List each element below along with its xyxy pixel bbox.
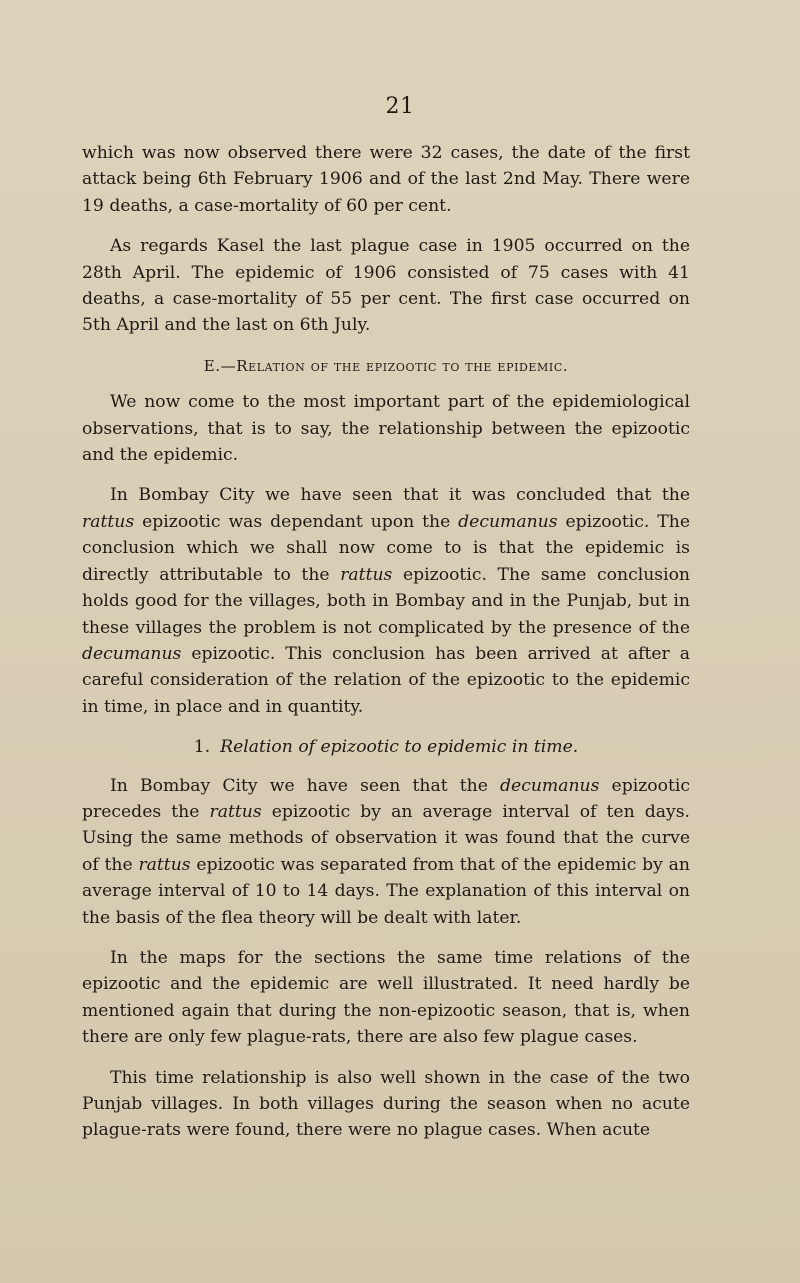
text-run: epizootic. The conclusion which we shall now come to is that the epidemic is directly attributable to the xyxy=(82,511,690,585)
page-content xyxy=(82,140,690,1158)
paragraph-relationship-intro: We now come to the most important part of the epidemiological observations, that is to say, the relationship between the epizootic and the epidemic. xyxy=(82,392,690,466)
subsection-title: Relation of epizootic to epidemic in time. xyxy=(220,737,579,758)
text-run: epizootic by an average interval of ten days. Using the same methods of observation it was found that the curve of the xyxy=(82,801,690,875)
text-run: In Bombay City we have seen that the xyxy=(110,775,501,796)
species-decumanus: decumanus xyxy=(458,511,558,532)
species-rattus: rattus xyxy=(340,564,393,585)
text-run: In Bombay City we have seen that it was concluded that the xyxy=(110,485,690,506)
species-rattus: rattus xyxy=(209,801,262,822)
paragraph-continued: which was now observed there were 32 cases, the date of the first attack being 6th February 1906 and of the last 2nd May. There were 19 deaths, a case-mortality of 60 per cent. xyxy=(82,143,690,216)
text-run: epizootic was dependant upon the xyxy=(134,511,459,532)
species-decumanus: decumanus xyxy=(82,643,182,664)
species-rattus: rattus xyxy=(138,854,191,875)
paragraph-maps: In the maps for the sections the same time relations of the epizootic and the epidemic are well illustrated. It need hardly be mentioned again that during the non-epizootic season, that is, when there are only few plague-rats, there are also few plague cases. xyxy=(82,947,690,1048)
section-heading-e: E.—Relation of the epizootic to the epidemic. xyxy=(203,356,569,375)
text-run: epizootic. This conclusion has been arrived at after a careful consideration of the relation of the epizootic to the epidemic in time, in place and in quantity. xyxy=(82,643,690,717)
subsection-number: 1. xyxy=(193,737,211,758)
paragraph-bombay-conclusion xyxy=(82,482,690,720)
paragraph-punjab-villages: This time relationship is also well shown in the case of the two Punjab villages. In both villages during the season when no acute plague-rats were found, there were no plague cases. When acute xyxy=(82,1067,690,1141)
text-run: epizootic. The same conclusion holds good for the villages, both in Bombay and in the Punjab, but in these villages the problem is not complicated by the presence of the xyxy=(82,564,690,638)
paragraph-time-interval xyxy=(82,773,690,931)
subsection-heading-1 xyxy=(82,734,690,760)
paragraph-kasel: As regards Kasel the last plague case in 1905 occurred on the 28th April. The epidemic of 1906 consisted of 75 cases with 41 deaths, a case-mortality of 55 per cent. The first case occurred on 5th April and the last on 6th July. xyxy=(82,236,690,336)
species-decumanus: decumanus xyxy=(500,775,600,796)
text-run: epizootic precedes the xyxy=(82,775,690,822)
page-number: 21 xyxy=(385,94,415,119)
text-run: epizootic was separated from that of the epidemic by an average interval of 10 to 14 days. The explanation of this interval on the basis of the flea theory will be dealt with later. xyxy=(82,854,690,928)
species-rattus: rattus xyxy=(82,511,135,532)
